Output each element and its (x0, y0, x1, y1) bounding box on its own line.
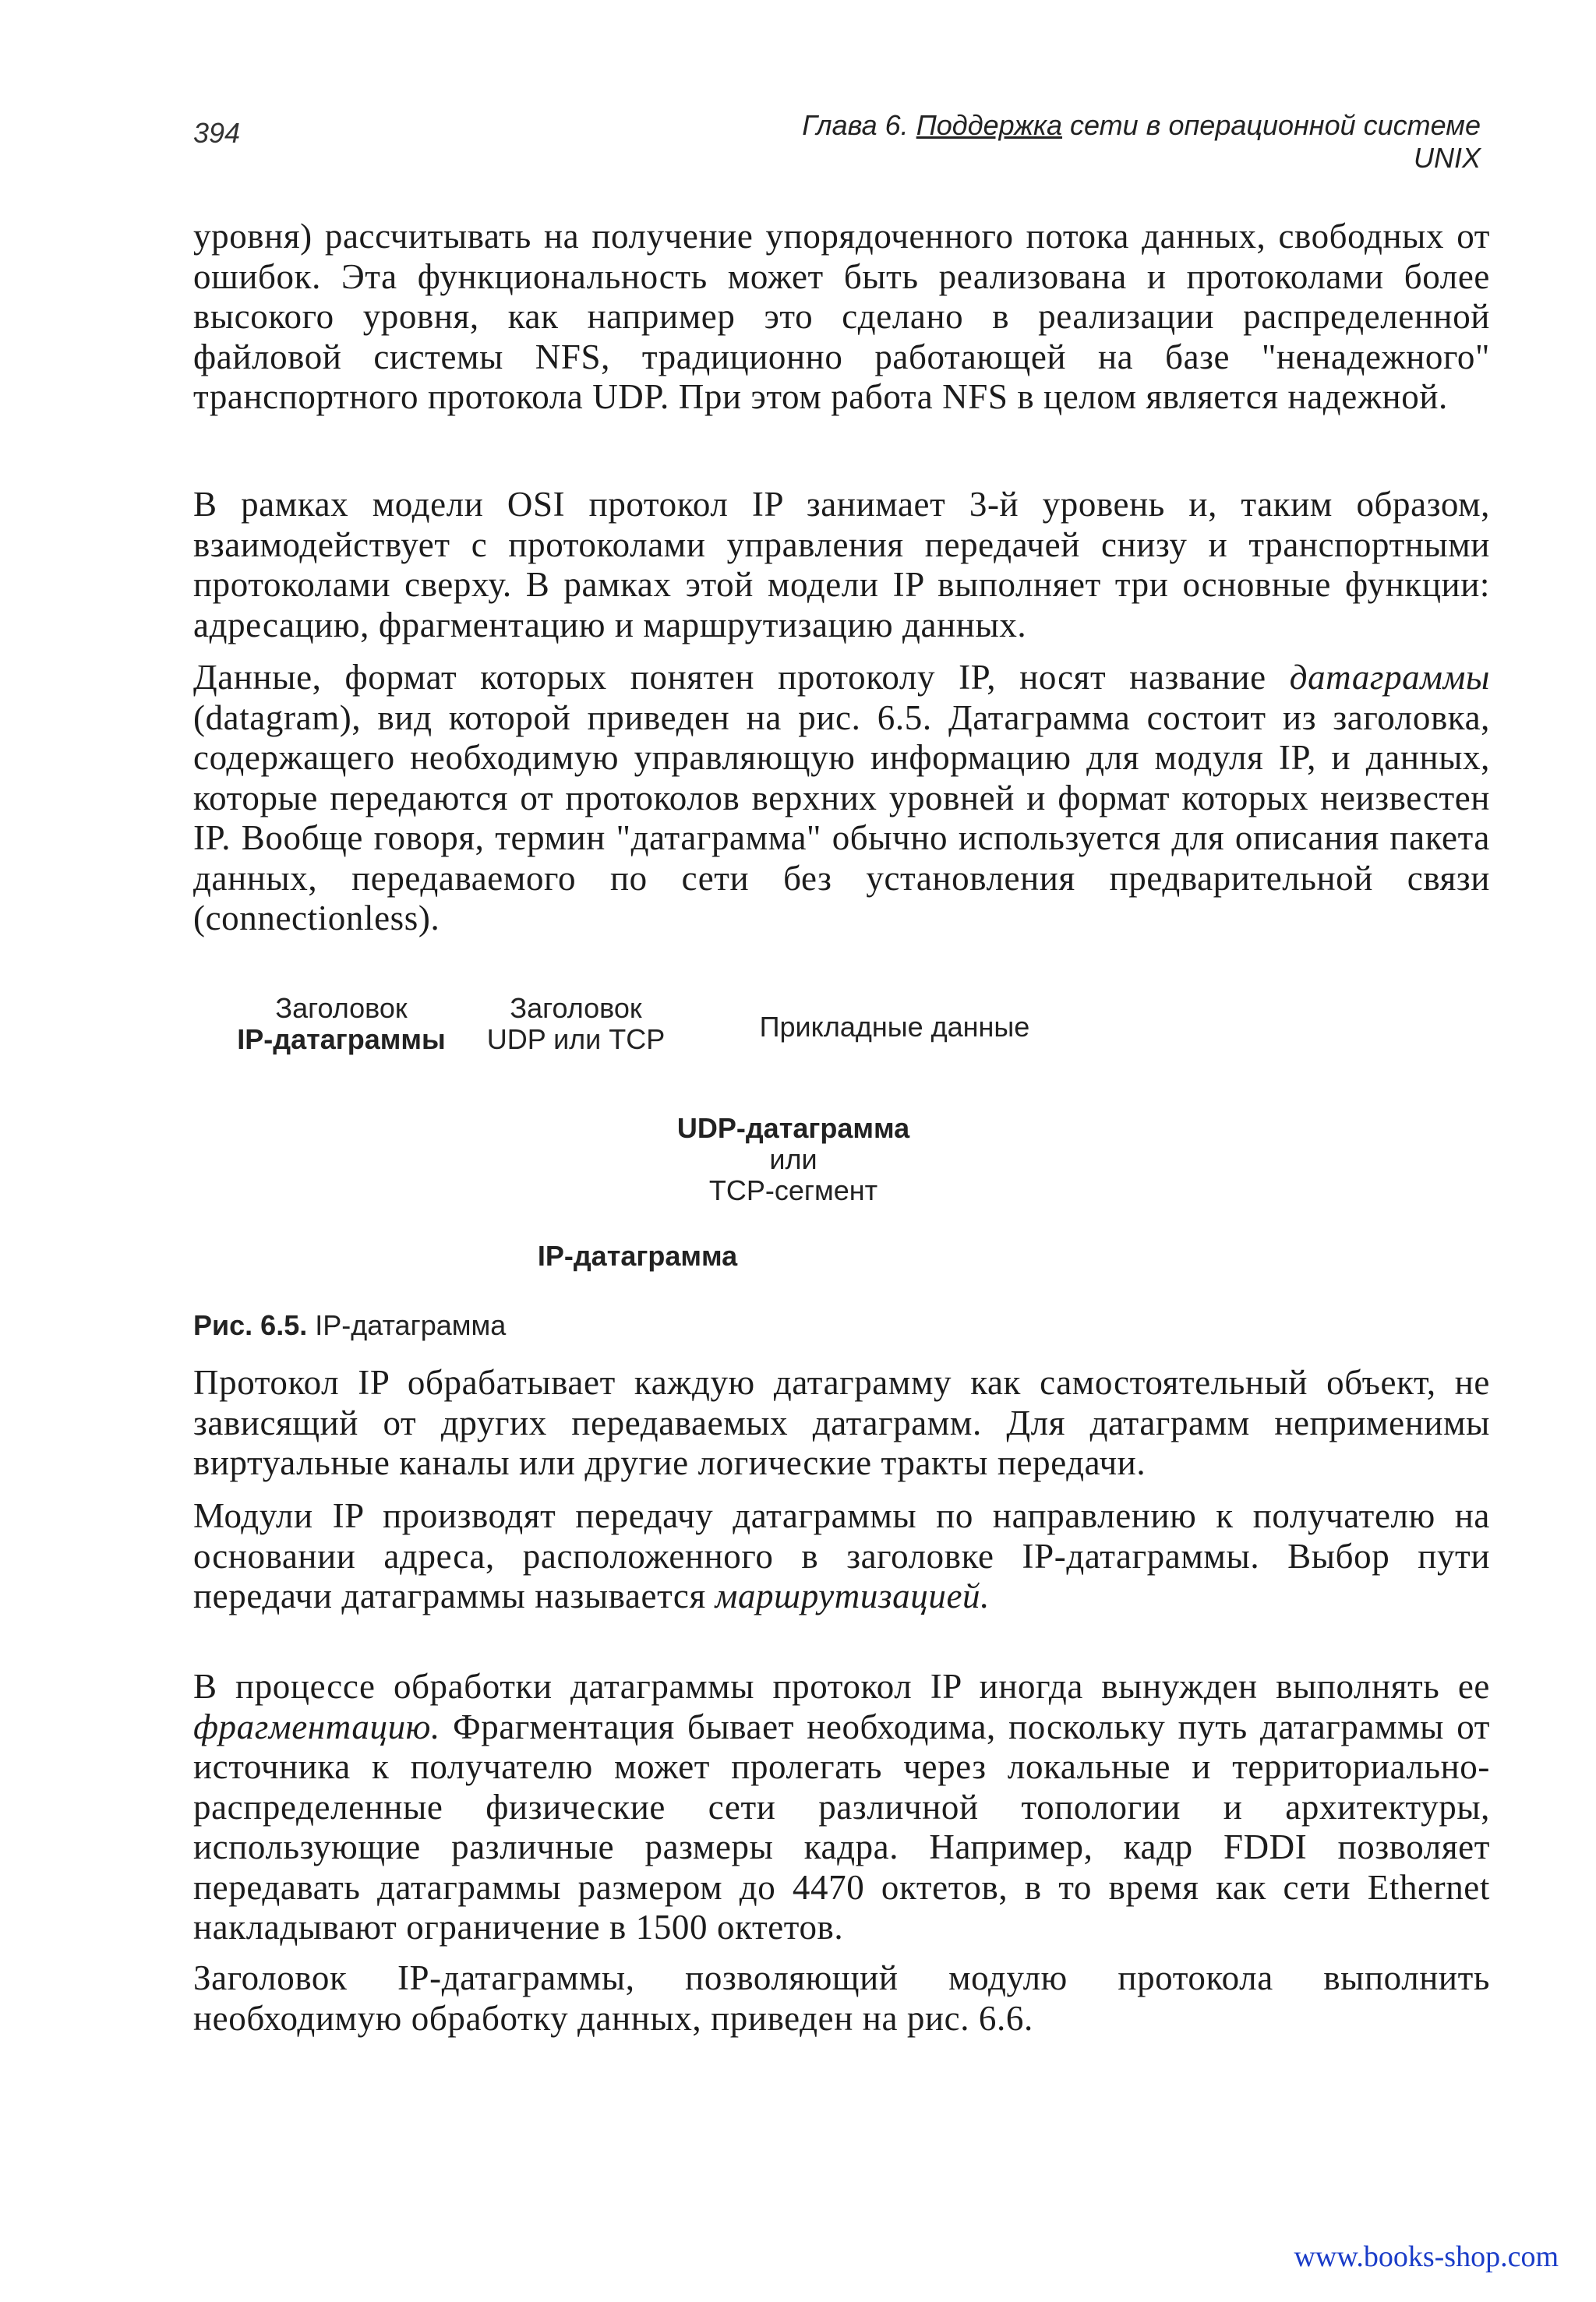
paragraph-5-start: Модули IP производят передачу датаграммы по направлению к получателю на основании адреса, расположенного в заголовке IP-датаграммы. Выбор пути передачи датаграммы называется (193, 1496, 1490, 1615)
paragraph-6 (193, 1667, 1490, 1948)
figure-caption-number: Рис. 6.5. (193, 1309, 308, 1341)
page-number: 394 (193, 117, 241, 149)
udp-header-line1: Заголовок (510, 992, 642, 1024)
paragraph-3-start: Данные, формат которых понятен протоколу IP, носят название (193, 658, 1290, 697)
paragraph-3-term: датаграммы (1289, 658, 1490, 697)
chapter-prefix: Глава 6. (802, 109, 909, 141)
chapter-rest: сети в операционной системе UNIX (1070, 109, 1481, 174)
udp-header-line2: UDP или TCP (486, 1023, 666, 1055)
ip-datagram-label: IP-датаграмма (537, 1240, 738, 1272)
ip-header-label (209, 993, 474, 1055)
app-data-label: Прикладные данные (759, 1011, 1030, 1043)
paragraph-4: Протокол IP обрабатывает каждую датаграмму как самостоятельный объект, не зависящий от других передаваемых датаграмм. Для датаграмм неприменимы виртуальные каналы или другие логические тракты передачи. (193, 1363, 1490, 1482)
udp-datagram-line1: UDP-датаграмма (676, 1112, 910, 1144)
paragraph-2: В рамках модели OSI протокол IP занимает 3-й уровень и, таким образом, взаимодействует с протоколами управления передачей снизу и транспортными протоколами сверху. В рамках этой модели IP выполняет три основные функции: адресацию, фрагментацию и маршрутизацию данных. (193, 485, 1490, 644)
figure-caption-text: IP-датаграмма (315, 1309, 507, 1341)
paragraph-1: уровня) рассчитывать на получение упорядоченного потока данных, свободных от ошибок. Эта функциональность может быть реализована и протоколами более высокого уровня, как например это сделано в реализации распределенной файловой системы NFS, традиционно работающей на базе "ненадежного" транспортного протокола UDP. При этом работа NFS в целом является надежной. (193, 217, 1490, 416)
running-header (733, 109, 1481, 175)
udp-header-label (463, 993, 689, 1055)
figure-caption (193, 1309, 506, 1342)
paragraph-6-term: фрагментацию. (193, 1707, 440, 1746)
paragraph-6-start: В процессе обработки датаграммы протокол IP иногда вынужден выполнять ее (193, 1667, 1490, 1706)
paragraph-7: Заголовок IP-датаграммы, позволяющий модулю протокола выполнить необходимую обработку данных, приведен на рис. 6.6. (193, 1958, 1490, 2038)
udp-datagram-line3: TCP-сегмент (708, 1174, 878, 1206)
udp-datagram-label (630, 1113, 957, 1206)
chapter-sub: Поддержка (916, 109, 1063, 141)
figure-6-5 (193, 982, 1490, 1356)
paragraph-3 (193, 658, 1490, 939)
paragraph-5 (193, 1496, 1490, 1617)
paragraph-6-end: Фрагментация бывает необходима, поскольку путь датаграммы от источника к получателю может пролегать через локальные и территориально-распределенные физические сети различной топологии и архитектуры, использующие различные размеры кадра. Например, кадр FDDI позволяет передавать датаграммы размером до 4470 октетов, в то время как сети Ethernet накладывают ограничение в 1500 октетов. (193, 1707, 1490, 1947)
ip-header-line2: IP-датаграммы (237, 1023, 446, 1055)
footer-url: www.books-shop.com (1294, 2240, 1559, 2273)
paragraph-3-end: (datagram), вид которой приведен на рис. 6.5. Датаграмма состоит из заголовка, содержащего необходимую управляющую информацию для модуля IP, и данных, которые передаются от протоколов верхних уровней и формат которых неизвестен IP. Вообще говоря, термин "датаграмма" обычно используется для описания пакета данных, передаваемого по сети без установления предварительной связи (connectionless). (193, 697, 1490, 937)
paragraph-5-term: маршрутизацией. (715, 1576, 990, 1615)
ip-header-line1: Заголовок (275, 992, 408, 1024)
udp-datagram-line2: или (769, 1143, 817, 1175)
